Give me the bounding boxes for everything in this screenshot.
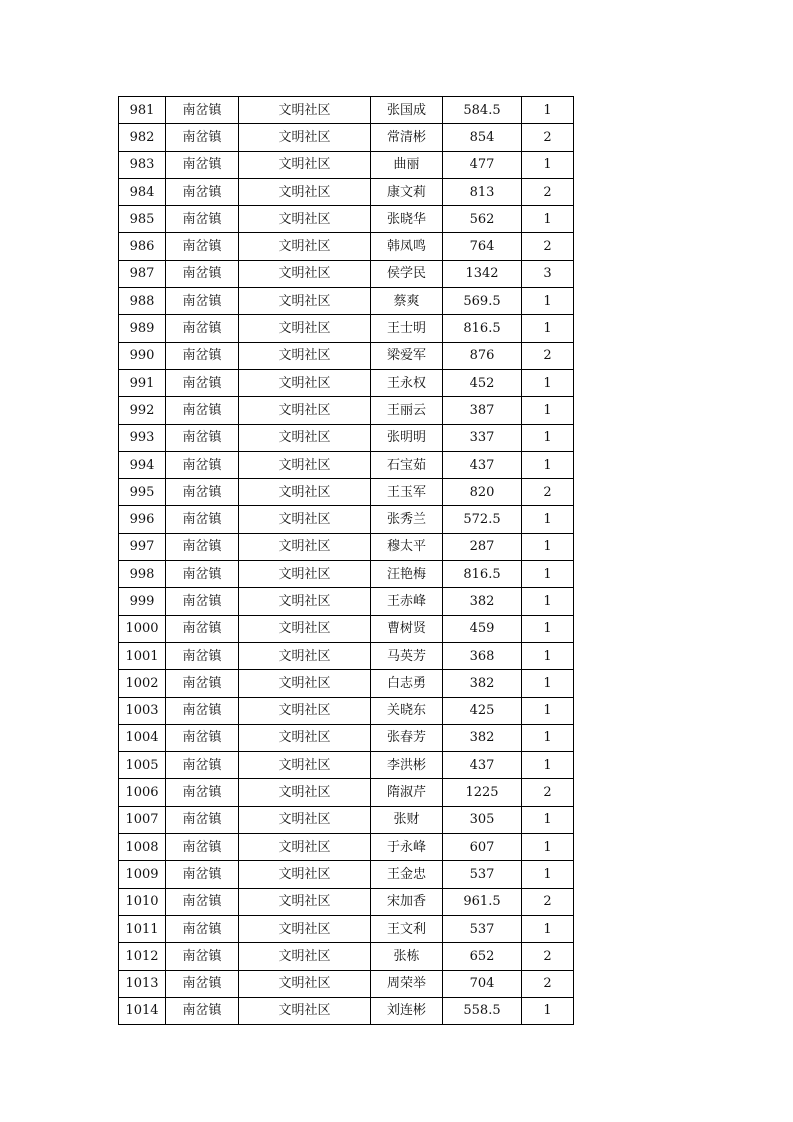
count-cell: 1 xyxy=(522,151,574,178)
amount-cell: 1225 xyxy=(443,779,522,806)
row-number-cell: 1003 xyxy=(119,697,166,724)
town-cell: 南岔镇 xyxy=(166,861,239,888)
count-cell: 1 xyxy=(522,806,574,833)
community-cell: 文明社区 xyxy=(239,806,371,833)
town-cell: 南岔镇 xyxy=(166,670,239,697)
count-cell: 2 xyxy=(522,178,574,205)
name-cell: 曹树贤 xyxy=(371,615,443,642)
town-cell: 南岔镇 xyxy=(166,369,239,396)
name-cell: 王金忠 xyxy=(371,861,443,888)
town-cell: 南岔镇 xyxy=(166,943,239,970)
community-cell: 文明社区 xyxy=(239,834,371,861)
table-row xyxy=(119,642,574,669)
amount-cell: 382 xyxy=(443,724,522,751)
amount-cell: 572.5 xyxy=(443,506,522,533)
community-cell: 文明社区 xyxy=(239,97,371,124)
community-cell: 文明社区 xyxy=(239,779,371,806)
count-cell: 1 xyxy=(522,315,574,342)
community-cell: 文明社区 xyxy=(239,997,371,1024)
table-row xyxy=(119,97,574,124)
name-cell: 韩凤鸣 xyxy=(371,233,443,260)
count-cell: 1 xyxy=(522,288,574,315)
count-cell: 1 xyxy=(522,997,574,1024)
count-cell: 1 xyxy=(522,724,574,751)
community-cell: 文明社区 xyxy=(239,697,371,724)
name-cell: 常清彬 xyxy=(371,124,443,151)
table-row xyxy=(119,834,574,861)
amount-cell: 382 xyxy=(443,670,522,697)
count-cell: 2 xyxy=(522,943,574,970)
town-cell: 南岔镇 xyxy=(166,834,239,861)
community-cell: 文明社区 xyxy=(239,342,371,369)
name-cell: 白志勇 xyxy=(371,670,443,697)
table-row xyxy=(119,178,574,205)
town-cell: 南岔镇 xyxy=(166,397,239,424)
community-cell: 文明社区 xyxy=(239,288,371,315)
count-cell: 1 xyxy=(522,561,574,588)
name-cell: 张春芳 xyxy=(371,724,443,751)
amount-cell: 961.5 xyxy=(443,888,522,915)
town-cell: 南岔镇 xyxy=(166,206,239,233)
name-cell: 张栋 xyxy=(371,943,443,970)
name-cell: 侯学民 xyxy=(371,260,443,287)
community-cell: 文明社区 xyxy=(239,206,371,233)
count-cell: 2 xyxy=(522,124,574,151)
community-cell: 文明社区 xyxy=(239,561,371,588)
name-cell: 汪艳梅 xyxy=(371,561,443,588)
name-cell: 张国成 xyxy=(371,97,443,124)
row-number-cell: 1012 xyxy=(119,943,166,970)
community-cell: 文明社区 xyxy=(239,888,371,915)
amount-cell: 704 xyxy=(443,970,522,997)
row-number-cell: 997 xyxy=(119,533,166,560)
community-cell: 文明社区 xyxy=(239,642,371,669)
name-cell: 张财 xyxy=(371,806,443,833)
name-cell: 梁爱军 xyxy=(371,342,443,369)
town-cell: 南岔镇 xyxy=(166,561,239,588)
amount-cell: 584.5 xyxy=(443,97,522,124)
row-number-cell: 986 xyxy=(119,233,166,260)
table-row xyxy=(119,861,574,888)
town-cell: 南岔镇 xyxy=(166,642,239,669)
table-row xyxy=(119,697,574,724)
table-row xyxy=(119,451,574,478)
community-cell: 文明社区 xyxy=(239,479,371,506)
amount-cell: 368 xyxy=(443,642,522,669)
count-cell: 1 xyxy=(522,861,574,888)
name-cell: 关晓东 xyxy=(371,697,443,724)
community-cell: 文明社区 xyxy=(239,260,371,287)
amount-cell: 1342 xyxy=(443,260,522,287)
town-cell: 南岔镇 xyxy=(166,697,239,724)
name-cell: 王士明 xyxy=(371,315,443,342)
name-cell: 曲丽 xyxy=(371,151,443,178)
row-number-cell: 994 xyxy=(119,451,166,478)
name-cell: 马英芳 xyxy=(371,642,443,669)
table-row xyxy=(119,342,574,369)
table-row xyxy=(119,533,574,560)
table-row xyxy=(119,233,574,260)
name-cell: 张秀兰 xyxy=(371,506,443,533)
row-number-cell: 1006 xyxy=(119,779,166,806)
count-cell: 1 xyxy=(522,642,574,669)
table-row xyxy=(119,315,574,342)
count-cell: 2 xyxy=(522,779,574,806)
amount-cell: 569.5 xyxy=(443,288,522,315)
table-row xyxy=(119,369,574,396)
community-cell: 文明社区 xyxy=(239,151,371,178)
row-number-cell: 1005 xyxy=(119,752,166,779)
count-cell: 1 xyxy=(522,533,574,560)
count-cell: 1 xyxy=(522,424,574,451)
count-cell: 1 xyxy=(522,752,574,779)
name-cell: 王玉军 xyxy=(371,479,443,506)
amount-cell: 816.5 xyxy=(443,315,522,342)
amount-cell: 537 xyxy=(443,915,522,942)
town-cell: 南岔镇 xyxy=(166,342,239,369)
row-number-cell: 995 xyxy=(119,479,166,506)
table-row xyxy=(119,288,574,315)
name-cell: 周荣举 xyxy=(371,970,443,997)
table-row xyxy=(119,670,574,697)
name-cell: 康文莉 xyxy=(371,178,443,205)
data-table xyxy=(118,96,574,1025)
community-cell: 文明社区 xyxy=(239,670,371,697)
table-row xyxy=(119,779,574,806)
count-cell: 3 xyxy=(522,260,574,287)
table-row xyxy=(119,506,574,533)
community-cell: 文明社区 xyxy=(239,752,371,779)
name-cell: 隋淑芹 xyxy=(371,779,443,806)
row-number-cell: 990 xyxy=(119,342,166,369)
amount-cell: 337 xyxy=(443,424,522,451)
community-cell: 文明社区 xyxy=(239,424,371,451)
row-number-cell: 998 xyxy=(119,561,166,588)
row-number-cell: 984 xyxy=(119,178,166,205)
table-row xyxy=(119,124,574,151)
count-cell: 1 xyxy=(522,369,574,396)
count-cell: 1 xyxy=(522,697,574,724)
table-row xyxy=(119,206,574,233)
community-cell: 文明社区 xyxy=(239,915,371,942)
count-cell: 1 xyxy=(522,615,574,642)
name-cell: 王文利 xyxy=(371,915,443,942)
table-row xyxy=(119,424,574,451)
town-cell: 南岔镇 xyxy=(166,915,239,942)
row-number-cell: 1011 xyxy=(119,915,166,942)
row-number-cell: 1000 xyxy=(119,615,166,642)
count-cell: 1 xyxy=(522,451,574,478)
row-number-cell: 1010 xyxy=(119,888,166,915)
town-cell: 南岔镇 xyxy=(166,451,239,478)
amount-cell: 287 xyxy=(443,533,522,560)
name-cell: 于永峰 xyxy=(371,834,443,861)
name-cell: 李洪彬 xyxy=(371,752,443,779)
table-row xyxy=(119,752,574,779)
town-cell: 南岔镇 xyxy=(166,97,239,124)
town-cell: 南岔镇 xyxy=(166,124,239,151)
town-cell: 南岔镇 xyxy=(166,260,239,287)
amount-cell: 459 xyxy=(443,615,522,642)
town-cell: 南岔镇 xyxy=(166,970,239,997)
town-cell: 南岔镇 xyxy=(166,724,239,751)
row-number-cell: 1004 xyxy=(119,724,166,751)
row-number-cell: 999 xyxy=(119,588,166,615)
amount-cell: 562 xyxy=(443,206,522,233)
community-cell: 文明社区 xyxy=(239,506,371,533)
name-cell: 宋加香 xyxy=(371,888,443,915)
count-cell: 1 xyxy=(522,206,574,233)
table-row xyxy=(119,397,574,424)
community-cell: 文明社区 xyxy=(239,369,371,396)
town-cell: 南岔镇 xyxy=(166,506,239,533)
community-cell: 文明社区 xyxy=(239,397,371,424)
table-row xyxy=(119,151,574,178)
name-cell: 王赤峰 xyxy=(371,588,443,615)
amount-cell: 820 xyxy=(443,479,522,506)
table-row xyxy=(119,561,574,588)
row-number-cell: 983 xyxy=(119,151,166,178)
community-cell: 文明社区 xyxy=(239,861,371,888)
amount-cell: 607 xyxy=(443,834,522,861)
table-row xyxy=(119,806,574,833)
community-cell: 文明社区 xyxy=(239,588,371,615)
table-row xyxy=(119,970,574,997)
count-cell: 2 xyxy=(522,479,574,506)
row-number-cell: 982 xyxy=(119,124,166,151)
name-cell: 穆太平 xyxy=(371,533,443,560)
town-cell: 南岔镇 xyxy=(166,997,239,1024)
community-cell: 文明社区 xyxy=(239,233,371,260)
community-cell: 文明社区 xyxy=(239,615,371,642)
town-cell: 南岔镇 xyxy=(166,233,239,260)
town-cell: 南岔镇 xyxy=(166,424,239,451)
row-number-cell: 1009 xyxy=(119,861,166,888)
amount-cell: 477 xyxy=(443,151,522,178)
row-number-cell: 1014 xyxy=(119,997,166,1024)
community-cell: 文明社区 xyxy=(239,943,371,970)
count-cell: 1 xyxy=(522,397,574,424)
amount-cell: 382 xyxy=(443,588,522,615)
table-row xyxy=(119,997,574,1024)
name-cell: 张晓华 xyxy=(371,206,443,233)
count-cell: 1 xyxy=(522,915,574,942)
count-cell: 2 xyxy=(522,233,574,260)
table-row xyxy=(119,943,574,970)
amount-cell: 876 xyxy=(443,342,522,369)
row-number-cell: 1001 xyxy=(119,642,166,669)
table-body xyxy=(119,97,574,1025)
row-number-cell: 993 xyxy=(119,424,166,451)
town-cell: 南岔镇 xyxy=(166,588,239,615)
amount-cell: 652 xyxy=(443,943,522,970)
count-cell: 1 xyxy=(522,670,574,697)
table-row xyxy=(119,724,574,751)
table-row xyxy=(119,615,574,642)
name-cell: 张明明 xyxy=(371,424,443,451)
count-cell: 2 xyxy=(522,342,574,369)
count-cell: 1 xyxy=(522,588,574,615)
town-cell: 南岔镇 xyxy=(166,479,239,506)
community-cell: 文明社区 xyxy=(239,451,371,478)
amount-cell: 558.5 xyxy=(443,997,522,1024)
table-row xyxy=(119,588,574,615)
town-cell: 南岔镇 xyxy=(166,178,239,205)
row-number-cell: 1002 xyxy=(119,670,166,697)
row-number-cell: 981 xyxy=(119,97,166,124)
amount-cell: 537 xyxy=(443,861,522,888)
count-cell: 1 xyxy=(522,506,574,533)
amount-cell: 305 xyxy=(443,806,522,833)
count-cell: 1 xyxy=(522,834,574,861)
row-number-cell: 985 xyxy=(119,206,166,233)
community-cell: 文明社区 xyxy=(239,124,371,151)
table-row xyxy=(119,915,574,942)
community-cell: 文明社区 xyxy=(239,315,371,342)
town-cell: 南岔镇 xyxy=(166,288,239,315)
community-cell: 文明社区 xyxy=(239,533,371,560)
amount-cell: 437 xyxy=(443,451,522,478)
table-row xyxy=(119,260,574,287)
name-cell: 蔡爽 xyxy=(371,288,443,315)
community-cell: 文明社区 xyxy=(239,724,371,751)
name-cell: 刘连彬 xyxy=(371,997,443,1024)
amount-cell: 387 xyxy=(443,397,522,424)
name-cell: 王丽云 xyxy=(371,397,443,424)
name-cell: 石宝茹 xyxy=(371,451,443,478)
row-number-cell: 1013 xyxy=(119,970,166,997)
count-cell: 2 xyxy=(522,970,574,997)
row-number-cell: 989 xyxy=(119,315,166,342)
name-cell: 王永权 xyxy=(371,369,443,396)
amount-cell: 764 xyxy=(443,233,522,260)
amount-cell: 816.5 xyxy=(443,561,522,588)
row-number-cell: 991 xyxy=(119,369,166,396)
row-number-cell: 1008 xyxy=(119,834,166,861)
table-row xyxy=(119,479,574,506)
amount-cell: 425 xyxy=(443,697,522,724)
town-cell: 南岔镇 xyxy=(166,806,239,833)
town-cell: 南岔镇 xyxy=(166,779,239,806)
town-cell: 南岔镇 xyxy=(166,615,239,642)
row-number-cell: 987 xyxy=(119,260,166,287)
community-cell: 文明社区 xyxy=(239,178,371,205)
community-cell: 文明社区 xyxy=(239,970,371,997)
town-cell: 南岔镇 xyxy=(166,888,239,915)
row-number-cell: 992 xyxy=(119,397,166,424)
amount-cell: 854 xyxy=(443,124,522,151)
town-cell: 南岔镇 xyxy=(166,315,239,342)
table-row xyxy=(119,888,574,915)
row-number-cell: 996 xyxy=(119,506,166,533)
count-cell: 2 xyxy=(522,888,574,915)
amount-cell: 813 xyxy=(443,178,522,205)
town-cell: 南岔镇 xyxy=(166,151,239,178)
row-number-cell: 1007 xyxy=(119,806,166,833)
count-cell: 1 xyxy=(522,97,574,124)
amount-cell: 437 xyxy=(443,752,522,779)
row-number-cell: 988 xyxy=(119,288,166,315)
amount-cell: 452 xyxy=(443,369,522,396)
town-cell: 南岔镇 xyxy=(166,752,239,779)
town-cell: 南岔镇 xyxy=(166,533,239,560)
